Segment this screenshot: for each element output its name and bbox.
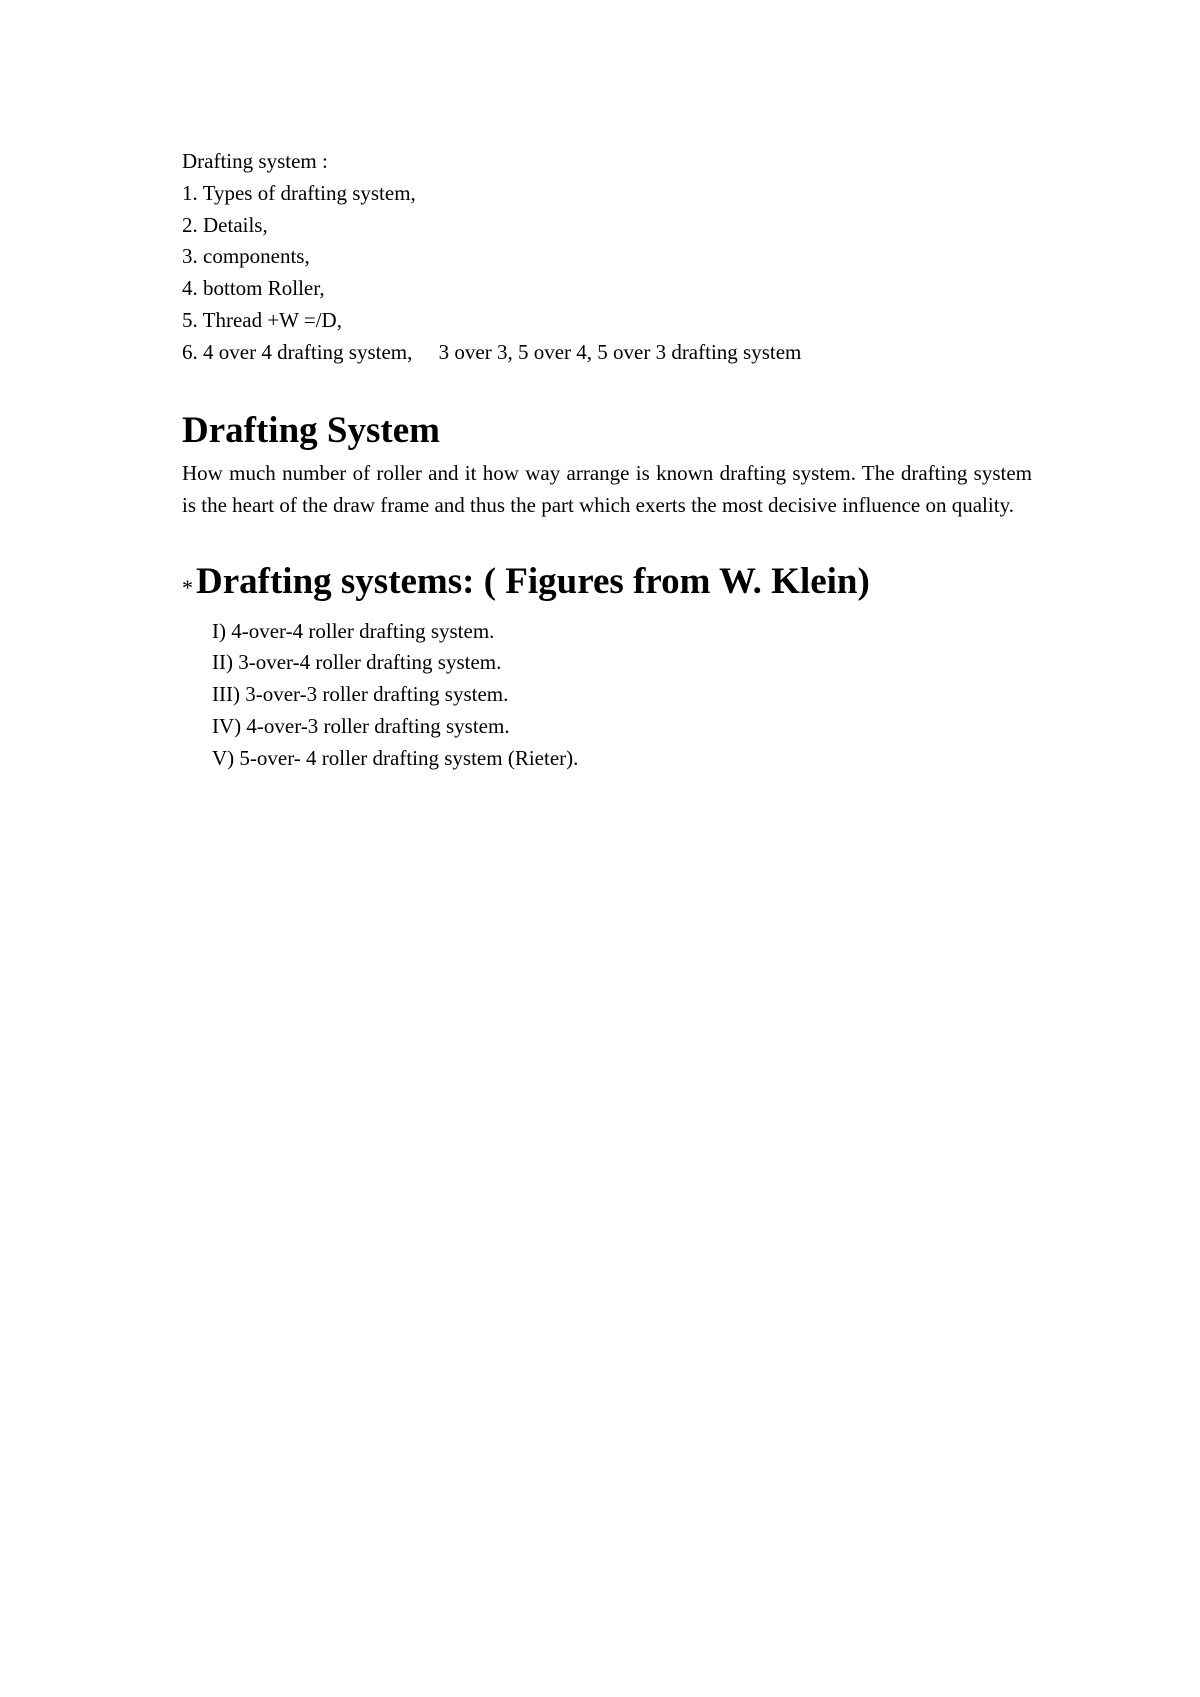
list-item: IV) 4-over-3 roller drafting system. [212, 713, 510, 738]
toc-block [182, 146, 1032, 369]
toc-item: 4. bottom Roller, [182, 276, 325, 301]
list-item: I) 4-over-4 roller drafting system. [212, 618, 495, 643]
list-item: V) 5-over- 4 roller drafting system (Rieter). [212, 745, 579, 770]
list-item: II) 3-over-4 roller drafting system. [212, 650, 502, 675]
toc-item: 1. Types of drafting system, [182, 180, 416, 205]
section-heading-drafting-system: Drafting System [182, 409, 440, 451]
asterisk-bullet: * [182, 574, 193, 600]
toc-item: 6. 4 over 4 drafting system, 3 over 3, 5 over 4, 5 over 3 drafting system [182, 339, 802, 364]
document-page [182, 146, 1032, 775]
section-heading-text: Drafting systems: ( Figures from W. Klein) [196, 560, 870, 602]
toc-item: 2. Details, [182, 212, 268, 237]
toc-item: 5. Thread +W =/D, [182, 307, 342, 332]
figure-list [182, 616, 1032, 775]
toc-title: Drafting system : [182, 149, 328, 173]
section-heading-drafting-systems-figures [182, 560, 1032, 608]
list-item: III) 3-over-3 roller drafting system. [212, 682, 509, 707]
toc-item: 3. components, [182, 244, 310, 269]
drafting-system-paragraph: How much number of roller and it how way arrange is known drafting system. The drafting system is the heart of the draw frame and thus the part which exerts the most decisive influence on quality. [182, 460, 1032, 518]
